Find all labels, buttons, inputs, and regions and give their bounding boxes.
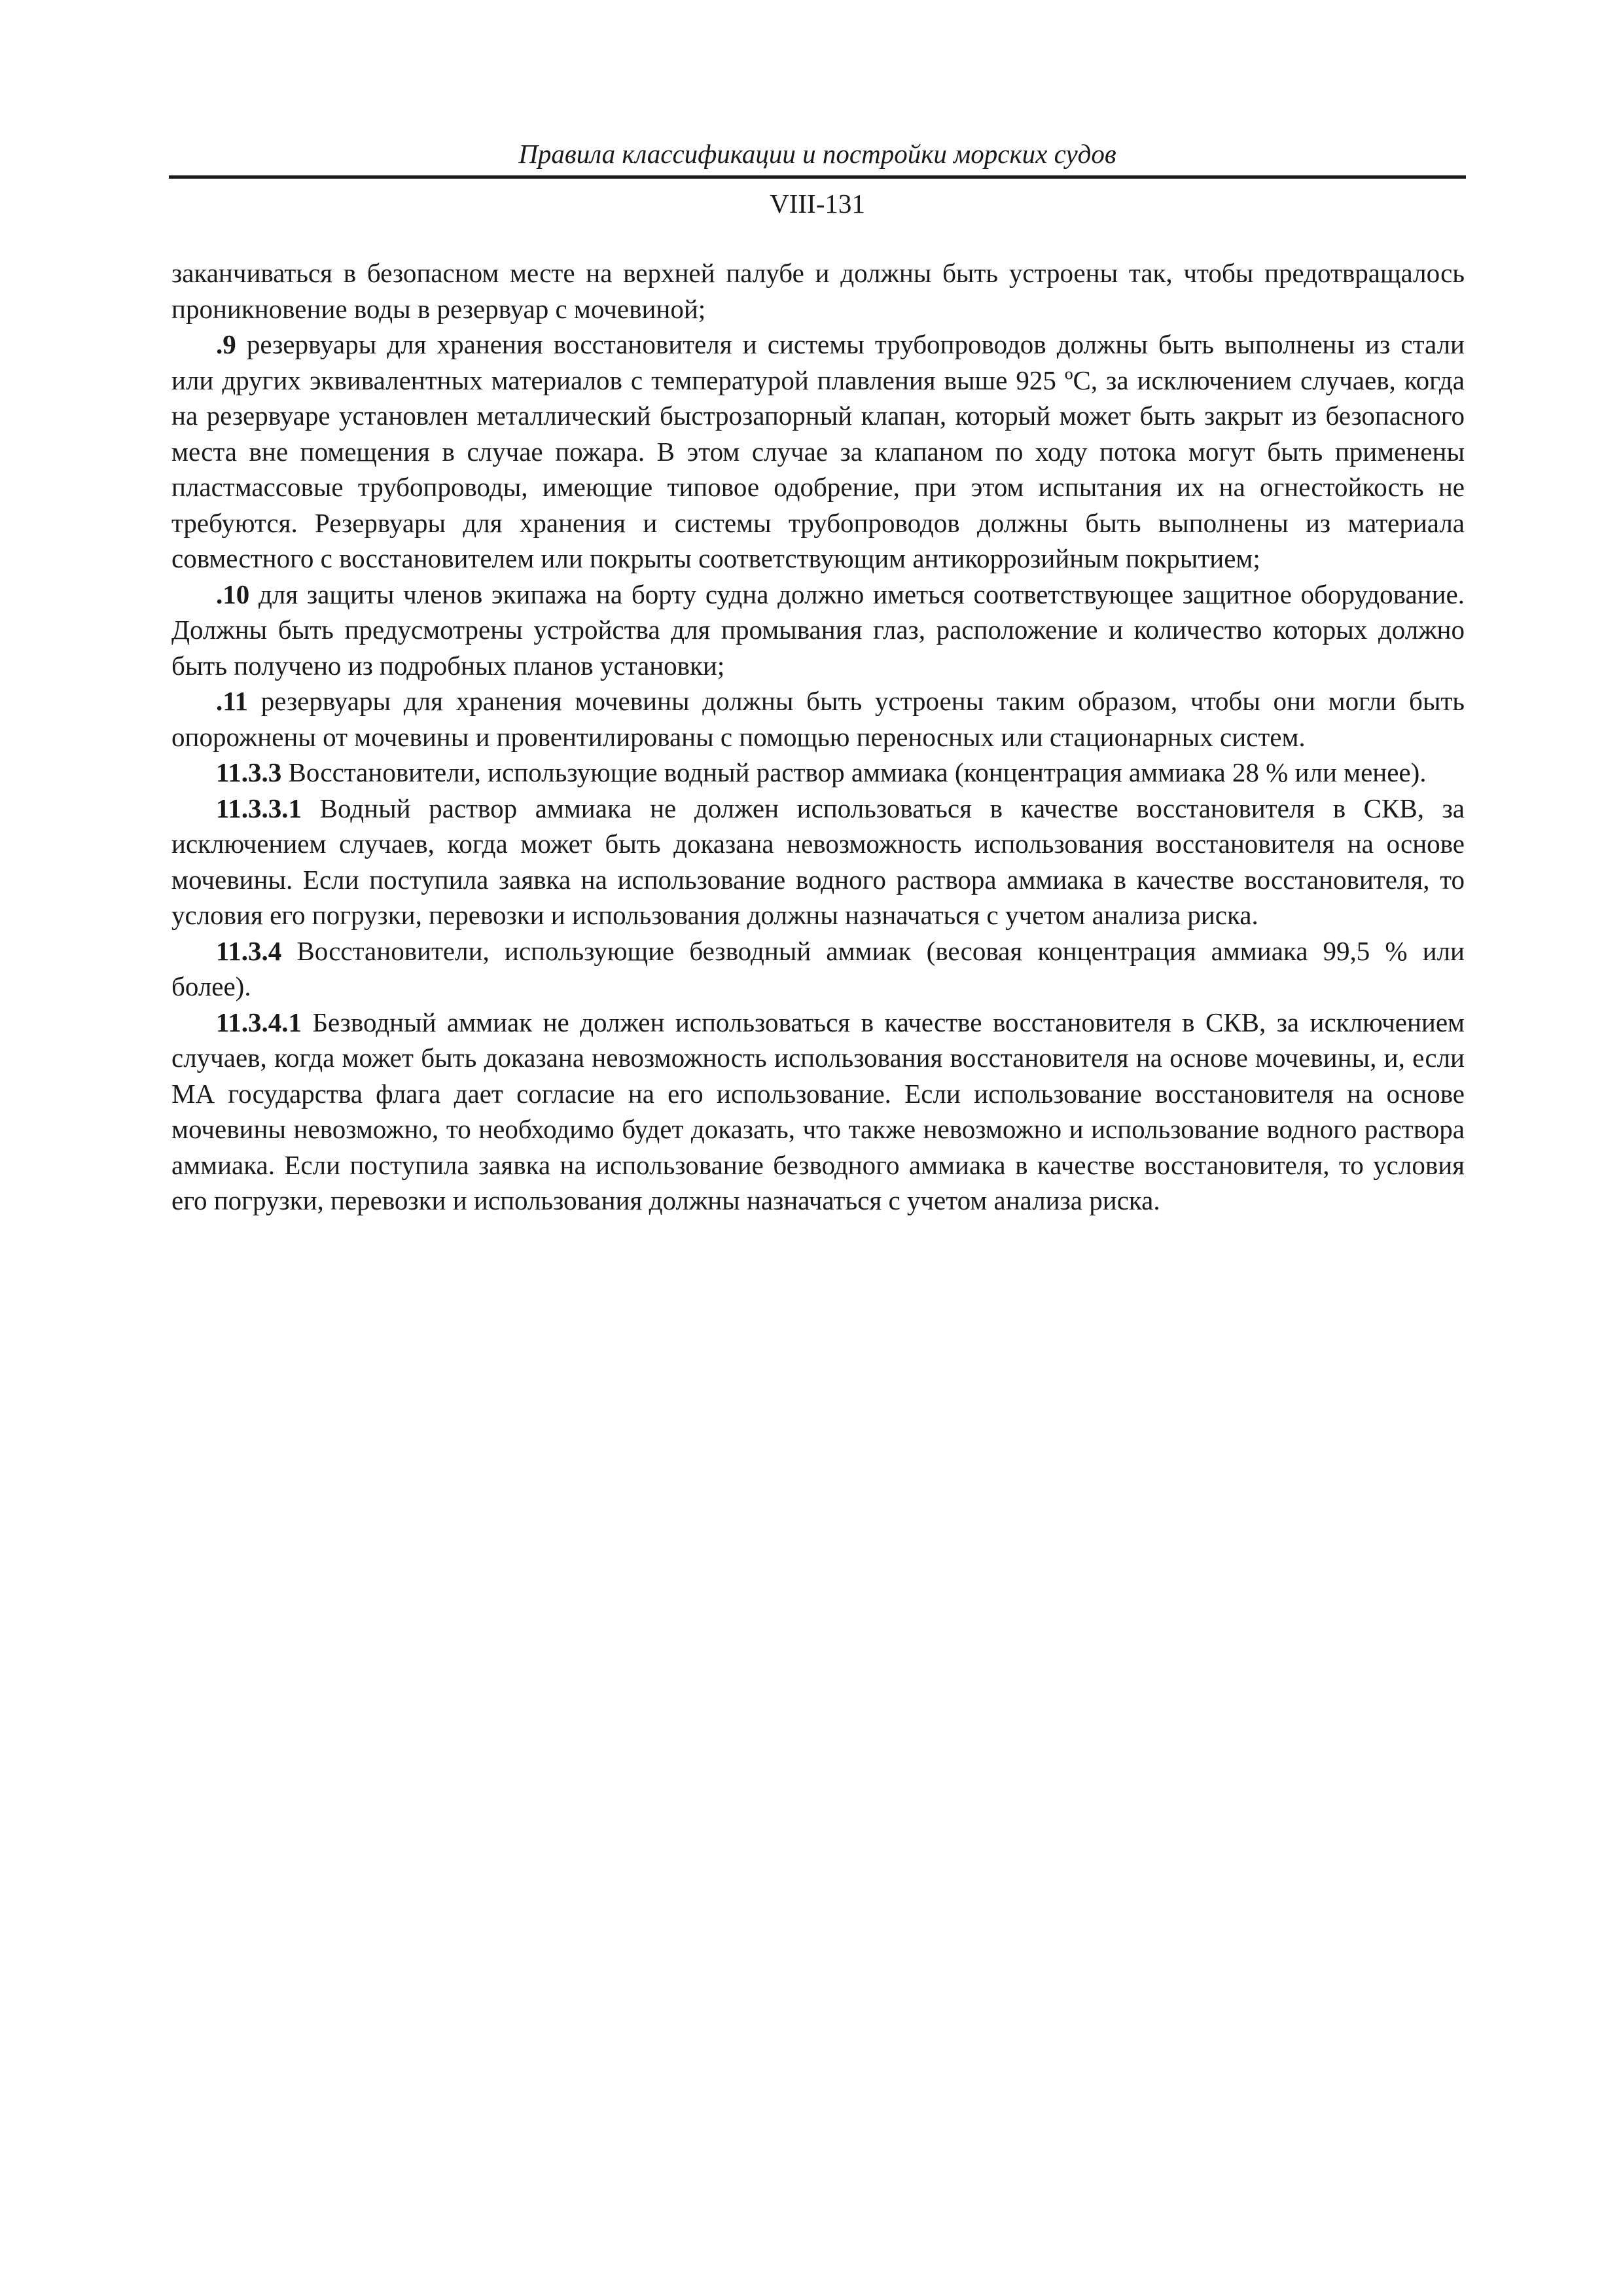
page-header xyxy=(169,137,1466,219)
page-body xyxy=(171,255,1465,1219)
section-11-3-3-1 xyxy=(171,791,1465,933)
paragraph-text: резервуары для хранения мочевины должны быть устроены таким образом, чтобы они могли быть опорожнены от мочевины и провентилированы с помощью переносных или стационарных систем. xyxy=(171,686,1465,752)
running-title: Правила классификации и постройки морских судов xyxy=(518,139,1116,169)
paragraph-text: Восстановители, использующие безводный аммиак (весовая концентрация аммиака 99,5 % или более). xyxy=(171,935,1465,1001)
item-number: .10 xyxy=(216,579,250,609)
paragraph-continuation xyxy=(171,255,1465,327)
paragraph-item-11 xyxy=(171,683,1465,755)
section-number: 11.3.3 xyxy=(216,757,282,787)
page-number: VIII-131 xyxy=(770,188,865,219)
paragraph-text: Восстановители, использующие водный раствор аммиака (концентрация аммиака 28 % или менее). xyxy=(281,757,1427,787)
item-number: .9 xyxy=(216,329,236,359)
section-number: 11.3.4 xyxy=(216,935,282,966)
section-11-3-4-1 xyxy=(171,1005,1465,1219)
paragraph-item-9 xyxy=(171,327,1465,577)
paragraph-text: заканчиваться в безопасном месте на верхней палубе и должны быть устроены так, чтобы предотвращалось проникновение воды в резервуар с мочевиной; xyxy=(171,258,1465,324)
paragraph-item-10 xyxy=(171,577,1465,684)
section-number: 11.3.3.1 xyxy=(216,793,302,823)
paragraph-text: Водный раствор аммиака не должен использоваться в качестве восстановителя в СКВ, за исключением случаев, когда может быть доказана невозможность использования восстановителя на основе мочевины. Если поступила заявка на использование водного раствора аммиака в качестве восстановителя, то условия его погрузки, перевозки и использования должны назначаться с учетом анализа риска. xyxy=(171,793,1465,930)
section-11-3-3 xyxy=(171,755,1465,791)
section-number: 11.3.4.1 xyxy=(216,1007,302,1037)
paragraph-text: Безводный аммиак не должен использоваться в качестве восстановителя в СКВ, за исключением случаев, когда может быть доказана невозможность использования восстановителя на основе мочевины, и, если МА государства флага дает согласие на его использование. Если использование восстановителя на основе мочевины невозможно, то необходимо будет доказать, что также невозможно и использование водного раствора аммиака. Если поступила заявка на использование безводного аммиака в качестве восстановителя, то условия его погрузки, перевозки и использования должны назначаться с учетом анализа риска. xyxy=(171,1007,1465,1215)
item-number: .11 xyxy=(216,686,248,716)
section-11-3-4 xyxy=(171,933,1465,1005)
paragraph-text: резервуары для хранения восстановителя и системы трубопроводов должны быть выполнены из стали или других эквивалентных материалов с температурой плавления выше 925 ºС, за исключением случаев, когда на резервуаре установлен металлический быстрозапорный клапан, который может быть закрыт из безопасного места вне помещения в случае пожара. В этом случае за клапаном по ходу потока могут быть применены пластмассовые трубопроводы, имеющие типовое одобрение, при этом испытания их на огнестойкость не требуются. Резервуары для хранения и системы трубопроводов должны быть выполнены из материала совместного с восстановителем или покрыты соответствующим антикоррозийным покрытием; xyxy=(171,329,1465,573)
header-rule xyxy=(169,175,1466,179)
paragraph-text: для защиты членов экипажа на борту судна должно иметься соответствующее защитное оборудование. Должны быть предусмотрены устройства для промывания глаз, расположение и количество которых должно быть получено из подробных планов установки; xyxy=(171,579,1465,681)
